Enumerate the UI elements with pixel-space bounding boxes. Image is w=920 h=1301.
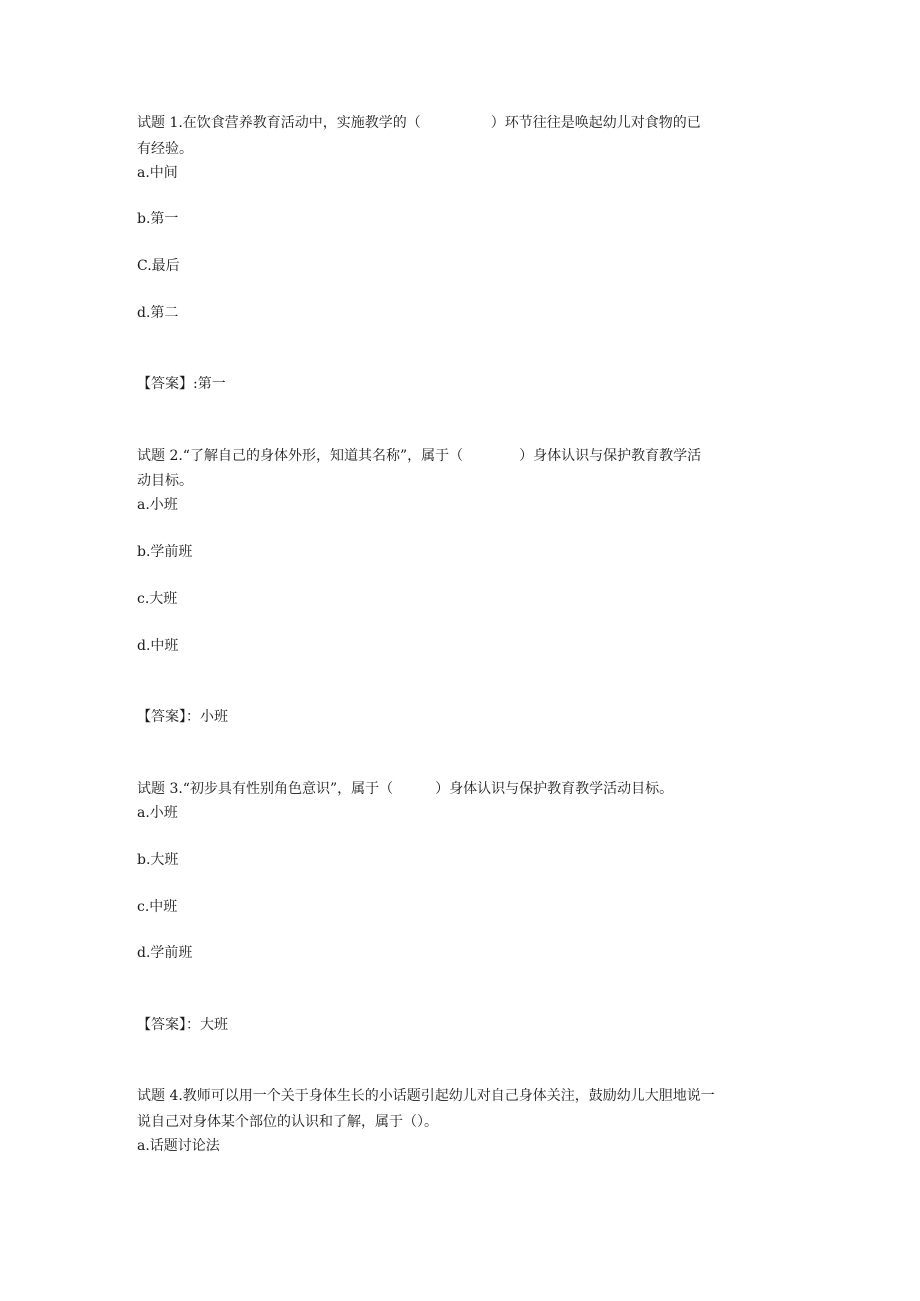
question-4-stem-line-1: 试题 4.教师可以用一个关于身体生长的小话题引起幼儿对自己身体关注，鼓励幼儿大胆地说一 bbox=[137, 1088, 715, 1104]
question-1-option-d: d.第二 bbox=[137, 305, 179, 321]
question-1-option-b: b.第一 bbox=[137, 211, 179, 227]
question-1-answer: 【答案】:第一 bbox=[137, 376, 226, 392]
question-4-option-a: a.话题讨论法 bbox=[137, 1138, 220, 1154]
question-3-stem-line-1: 试题 3.“初步具有性别角色意识”，属于（ ）身体认识与保护教育教学活动目标。 bbox=[137, 781, 674, 797]
question-3-option-d: d.学前班 bbox=[137, 945, 193, 961]
question-1-option-a: a.中间 bbox=[137, 165, 178, 181]
question-3-answer: 【答案】：大班 bbox=[137, 1017, 228, 1033]
question-3-option-c: c.中班 bbox=[137, 899, 178, 915]
question-2-stem-line-2: 动目标。 bbox=[137, 473, 193, 489]
question-1-option-c: C.最后 bbox=[137, 258, 180, 274]
question-1-stem-line-2: 有经验。 bbox=[137, 141, 193, 157]
question-2-option-c: c.大班 bbox=[137, 591, 178, 607]
question-3-option-b: b.大班 bbox=[137, 852, 179, 868]
question-2-answer: 【答案】：小班 bbox=[137, 709, 228, 725]
question-2-option-d: d.中班 bbox=[137, 638, 179, 654]
question-4-stem-line-2: 说自己对身体某个部位的认识和了解，属于（）。 bbox=[137, 1114, 438, 1130]
question-2-stem-line-1: 试题 2.“了解自己的身体外形，知道其名称”，属于（ ）身体认识与保护教育教学活 bbox=[137, 448, 702, 464]
question-2-option-a: a.小班 bbox=[137, 497, 178, 513]
question-1-stem-line-1: 试题 1.在饮食营养教育活动中，实施教学的（ ）环节往往是唤起幼儿对食物的已 bbox=[137, 115, 701, 131]
question-3-option-a: a.小班 bbox=[137, 805, 178, 821]
question-2-option-b: b.学前班 bbox=[137, 544, 193, 560]
